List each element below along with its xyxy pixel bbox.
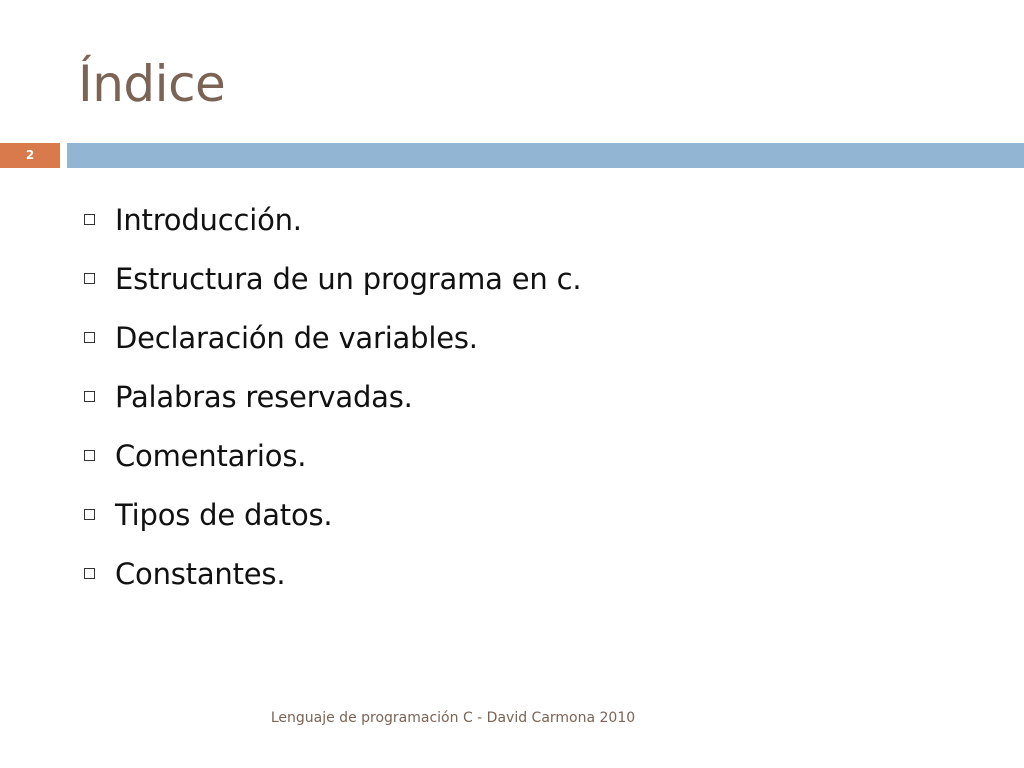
list-item	[84, 485, 581, 544]
list-item	[84, 308, 581, 367]
square-bullet-icon	[84, 214, 95, 225]
header-bar	[67, 143, 1024, 168]
square-bullet-icon	[84, 332, 95, 343]
list-item	[84, 426, 581, 485]
square-bullet-icon	[84, 391, 95, 402]
list-item-text: Comentarios.	[115, 438, 307, 473]
list-item	[84, 190, 581, 249]
list-item	[84, 367, 581, 426]
slide-footer: Lenguaje de programación C - David Carmona 2010	[270, 710, 636, 726]
square-bullet-icon	[84, 568, 95, 579]
slide-number: 2	[0, 143, 60, 168]
list-item-text: Declaración de variables.	[115, 320, 478, 355]
square-bullet-icon	[84, 273, 95, 284]
slide-title: Índice	[78, 55, 226, 113]
list-item-text: Tipos de datos.	[115, 497, 333, 532]
list-item-text: Estructura de un programa en c.	[115, 261, 582, 296]
list-item-text: Palabras reservadas.	[115, 379, 413, 414]
list-item	[84, 249, 581, 308]
index-list	[84, 190, 581, 603]
square-bullet-icon	[84, 509, 95, 520]
list-item	[84, 544, 581, 603]
list-item-text: Introducción.	[115, 202, 302, 237]
list-item-text: Constantes.	[115, 556, 286, 591]
square-bullet-icon	[84, 450, 95, 461]
